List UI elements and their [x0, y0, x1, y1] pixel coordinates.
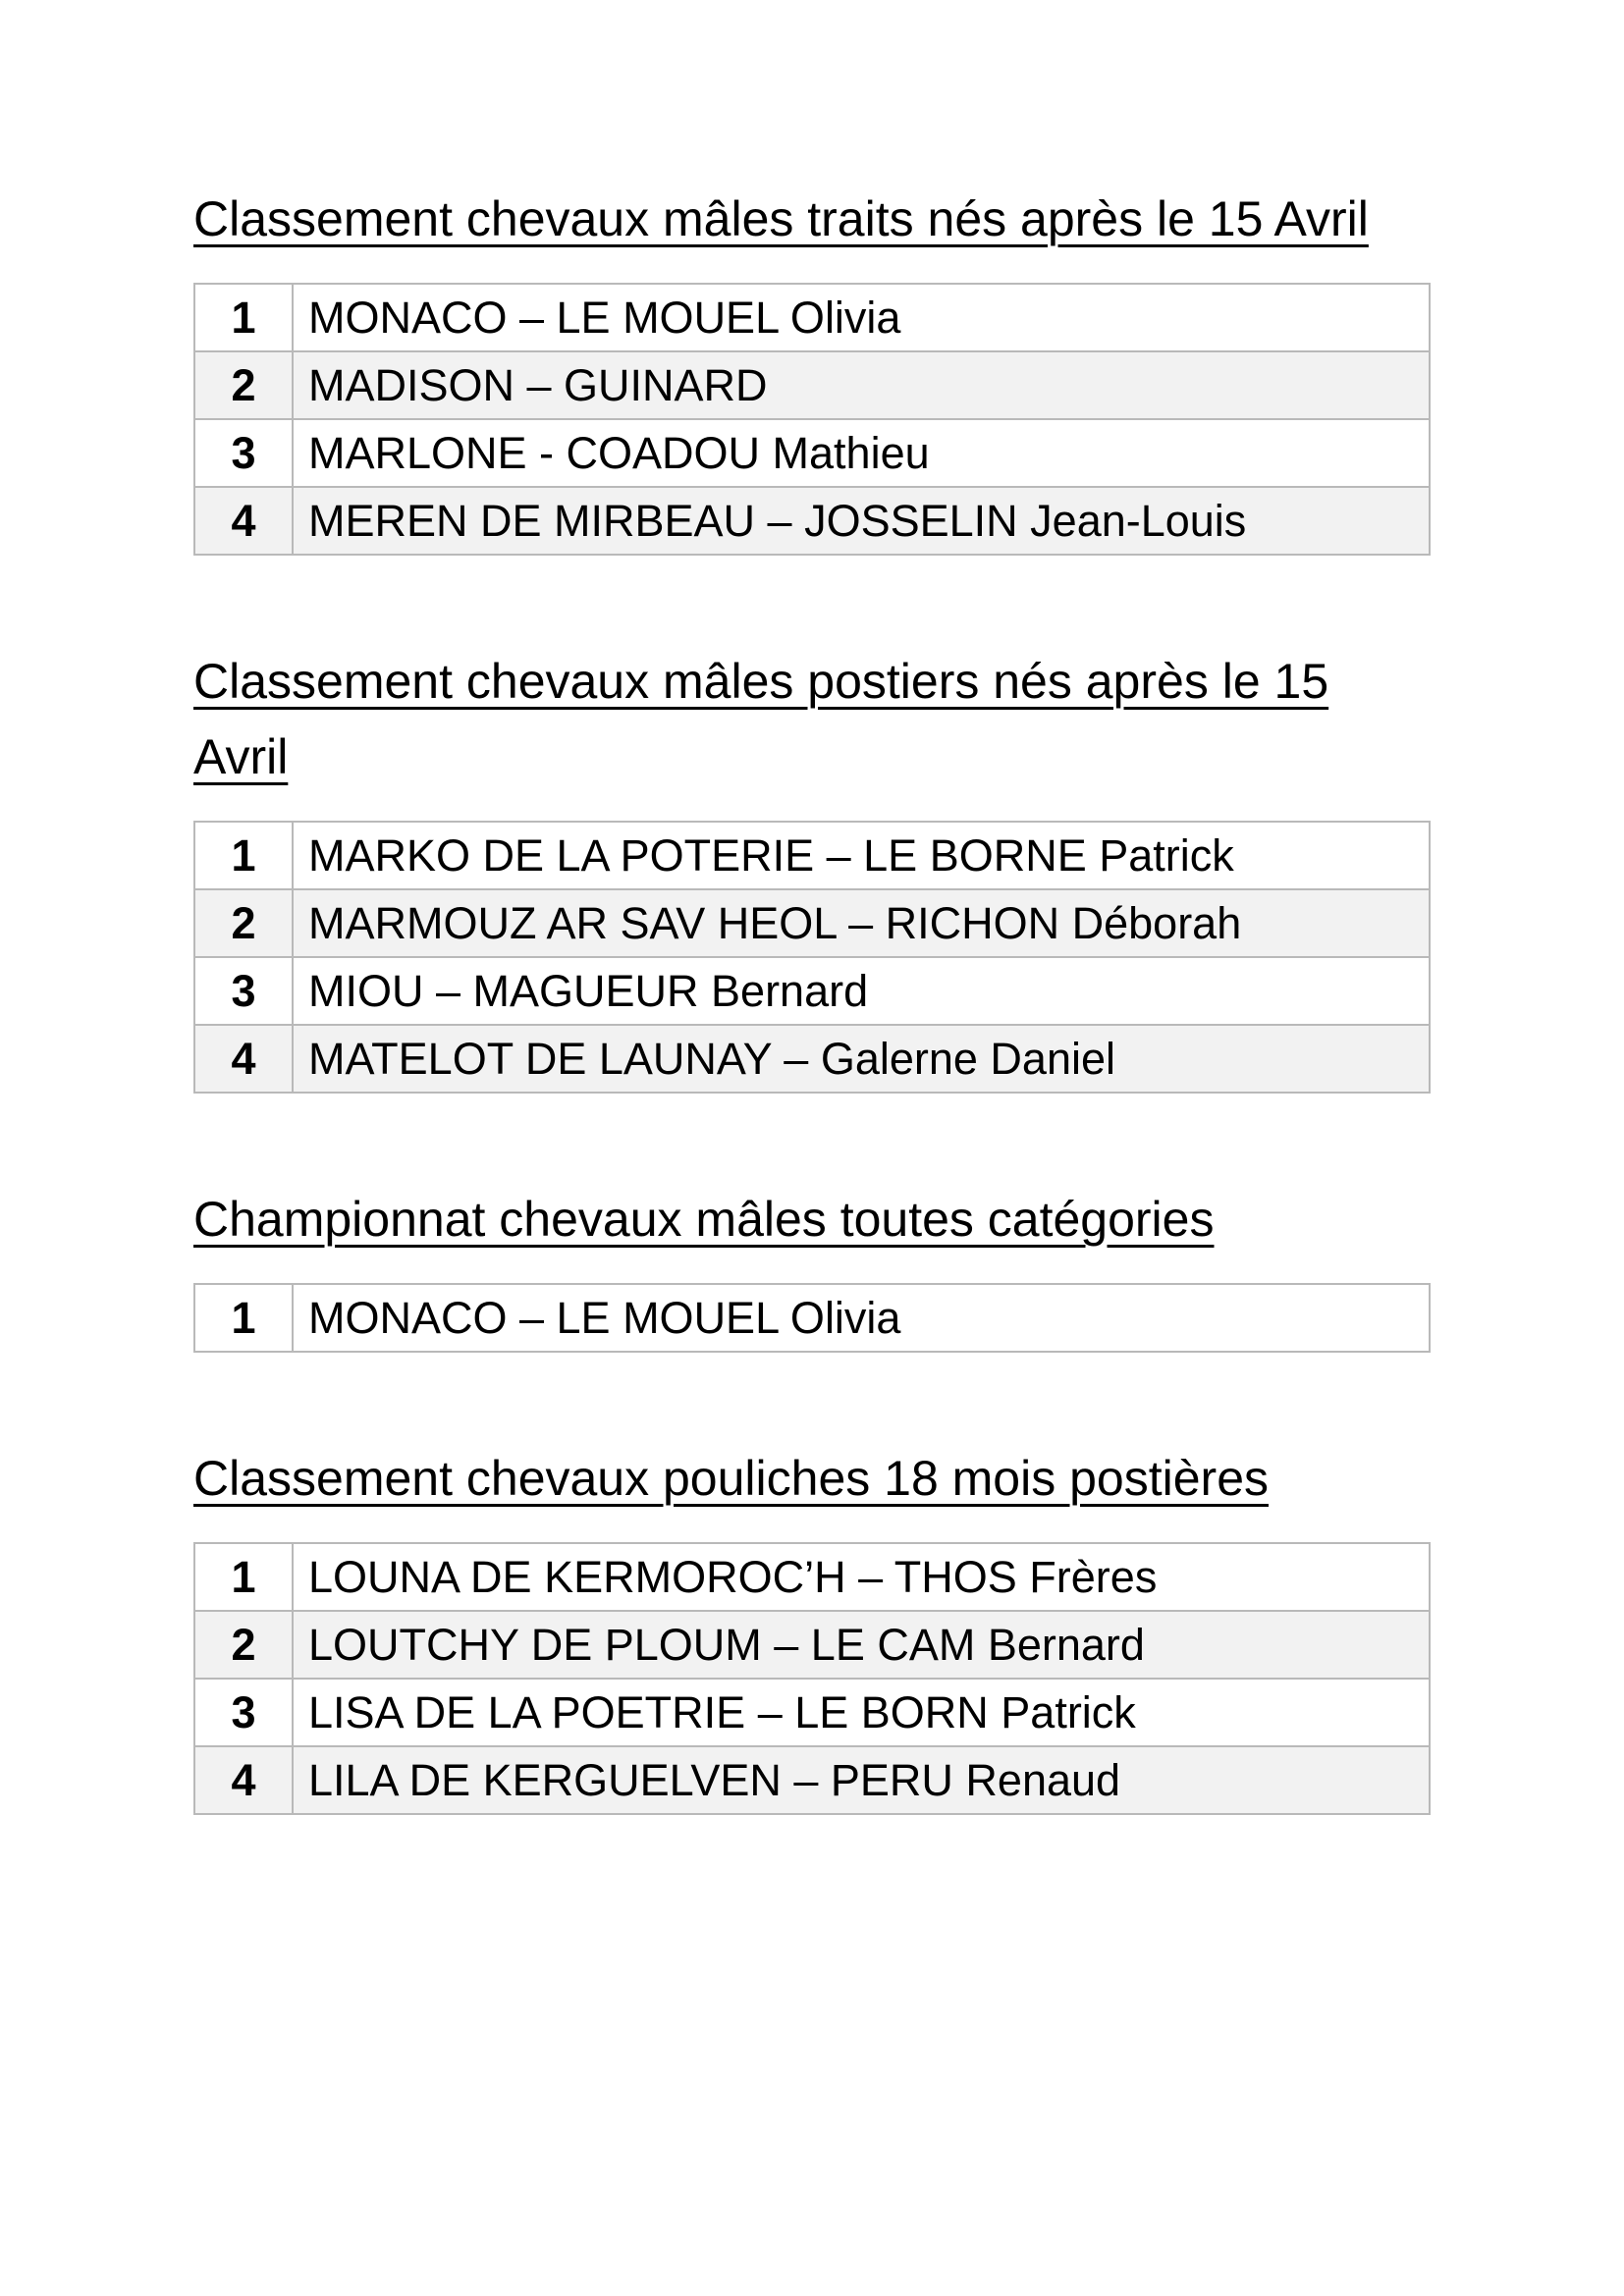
rank-cell: 4 [194, 1746, 293, 1814]
ranking-table [193, 1542, 1431, 1815]
rank-cell: 1 [194, 1543, 293, 1611]
table-row [194, 1679, 1430, 1746]
rank-cell: 2 [194, 351, 293, 419]
rank-cell: 2 [194, 889, 293, 957]
rank-cell: 3 [194, 957, 293, 1025]
section-title: Championnat chevaux mâles toutes catégories [193, 1192, 1215, 1247]
ranking-table-body [194, 1284, 1430, 1352]
table-row [194, 351, 1430, 419]
rank-cell: 4 [194, 487, 293, 555]
ranking-section [193, 1441, 1431, 1815]
ranking-section [193, 182, 1431, 556]
section-title: Classement chevaux pouliches 18 mois postières [193, 1451, 1269, 1506]
table-row [194, 1025, 1430, 1093]
entry-cell: MIOU – MAGUEUR Bernard [293, 957, 1430, 1025]
entry-cell: MARLONE - COADOU Mathieu [293, 419, 1430, 487]
entry-cell: MONACO – LE MOUEL Olivia [293, 284, 1430, 351]
table-row [194, 1611, 1430, 1679]
section-title: Classement chevaux mâles traits nés après le 15 Avril [193, 191, 1369, 246]
rank-cell: 4 [194, 1025, 293, 1093]
entry-cell: LILA DE KERGUELVEN – PERU Renaud [293, 1746, 1430, 1814]
table-row [194, 419, 1430, 487]
ranking-section [193, 1182, 1431, 1353]
ranking-table [193, 821, 1431, 1094]
rank-cell: 2 [194, 1611, 293, 1679]
section-title: Classement chevaux mâles postiers nés après le 15 Avril [193, 654, 1329, 784]
entry-cell: MADISON – GUINARD [293, 351, 1430, 419]
table-row [194, 1746, 1430, 1814]
entry-cell: MATELOT DE LAUNAY – Galerne Daniel [293, 1025, 1430, 1093]
ranking-table [193, 283, 1431, 556]
table-row [194, 822, 1430, 889]
rank-cell: 1 [194, 1284, 293, 1352]
entry-cell: MONACO – LE MOUEL Olivia [293, 1284, 1430, 1352]
ranking-table-body [194, 1543, 1430, 1814]
table-row [194, 487, 1430, 555]
entry-cell: LOUTCHY DE PLOUM – LE CAM Bernard [293, 1611, 1430, 1679]
ranking-section [193, 644, 1431, 1094]
entry-cell: MARKO DE LA POTERIE – LE BORNE Patrick [293, 822, 1430, 889]
entry-cell: LOUNA DE KERMOROC’H – THOS Frères [293, 1543, 1430, 1611]
table-row [194, 1284, 1430, 1352]
table-row [194, 957, 1430, 1025]
entry-cell: MEREN DE MIRBEAU – JOSSELIN Jean-Louis [293, 487, 1430, 555]
rank-cell: 1 [194, 284, 293, 351]
ranking-table [193, 1283, 1431, 1353]
rank-cell: 3 [194, 419, 293, 487]
entry-cell: MARMOUZ AR SAV HEOL – RICHON Déborah [293, 889, 1430, 957]
table-row [194, 1543, 1430, 1611]
entry-cell: LISA DE LA POETRIE – LE BORN Patrick [293, 1679, 1430, 1746]
ranking-table-body [194, 822, 1430, 1093]
ranking-table-body [194, 284, 1430, 555]
rank-cell: 3 [194, 1679, 293, 1746]
table-row [194, 284, 1430, 351]
table-row [194, 889, 1430, 957]
rank-cell: 1 [194, 822, 293, 889]
